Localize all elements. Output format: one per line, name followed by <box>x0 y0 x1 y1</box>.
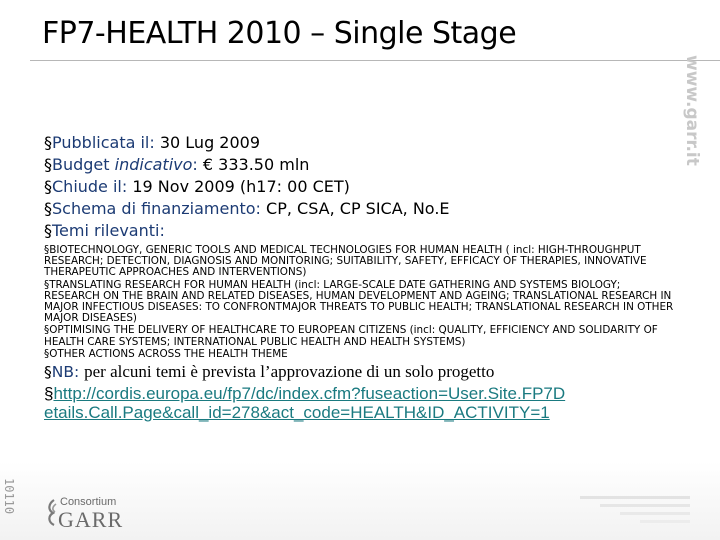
bullet-closes: §Chiude il: 19 Nov 2009 (h17: 00 CET) <box>44 177 350 196</box>
theme-item-text: OPTIMISING THE DELIVERY OF HEALTHCARE TO EUROPEAN CITIZENS (incl: QUALITY, EFFICIENCY AND SOLIDARITY OF HEALTH CARE SYSTEMS; INTERNATIONAL PUBLIC HEALTH AND HEALTH SYSTEMS) <box>44 324 658 348</box>
bullet-topics-label: Temi rilevanti: <box>52 221 165 240</box>
theme-item: §OTHER ACTIONS ACROSS THE HEALTH THEME <box>44 347 288 360</box>
slide-body <box>44 132 674 422</box>
bullet-published-label: Pubblicata il: <box>52 133 160 152</box>
bullet-budget: §Budget indicativo: € 333.50 mln <box>44 155 310 174</box>
faded-decoration <box>560 492 700 535</box>
theme-item-text: OTHER ACTIONS ACROSS THE HEALTH THEME <box>49 347 288 360</box>
side-url <box>680 55 704 166</box>
call-link-url-line1[interactable]: http://cordis.europa.eu/fp7/dc/index.cfm?fuseaction=User.Site.FP7D <box>53 384 566 404</box>
bullet-closes-value: 19 Nov 2009 (h17: 00 CET) <box>132 177 350 196</box>
bullet-funding-scheme: §Schema di finanziamento: CP, CSA, CP SICA, No.E <box>44 199 450 218</box>
bullet-budget-sep: : <box>192 155 203 174</box>
logo-garr-text: GARR <box>58 507 124 532</box>
note-bullet: §NB: per alcuni temi è prevista l’approvazione di un solo progetto <box>44 362 495 382</box>
note-text: per alcuni temi è prevista l’approvazione di un solo progetto <box>84 362 495 382</box>
bullet-budget-value: € 333.50 mln <box>202 155 310 174</box>
bullet-funding-label: Schema di finanziamento: <box>52 199 267 218</box>
title-divider <box>30 60 720 61</box>
call-link[interactable]: §http://cordis.europa.eu/fp7/dc/index.cfm?fuseaction=User.Site.FP7D etails.Call.Page&call_id=278&act_code=HEALTH&ID_ACTIVITY=1 <box>44 384 566 423</box>
theme-item-text: BIOTECHNOLOGY, GENERIC TOOLS AND MEDICAL TECHNOLOGIES FOR HUMAN HEALTH ( incl: HIGH-THROUGHPUT RESEARCH; DETECTION, DIAGNOSIS AND MONITORING; SUITABILITY, SAFETY, EFFICACY OF THERAPIES, INNOVATIVE THERAPEUTIC APPROACHES AND INTERVENTIONS) <box>44 244 647 279</box>
garr-logo-icon <box>44 498 58 526</box>
call-link-url-line2[interactable]: etails.Call.Page&call_id=278&act_code=HEALTH&ID_ACTIVITY=1 <box>44 403 550 423</box>
bullet-published-value: 30 Lug 2009 <box>159 133 261 152</box>
side-url-text: www.garr.it <box>682 55 702 166</box>
bullet-budget-italic: indicativo <box>114 155 193 174</box>
slide-title: FP7-HEALTH 2010 – Single Stage <box>42 16 517 51</box>
note-label: NB: <box>51 363 85 382</box>
logo-consortium-text: Consortium <box>60 496 117 508</box>
garr-logo <box>20 496 140 536</box>
faded-texture-icon <box>560 492 700 532</box>
theme-item: §TRANSLATING RESEARCH FOR HUMAN HEALTH (incl: LARGE-SCALE DATE GATHERING AND SYSTEMS BIOLOGY; RESEARCH ON THE BRAIN AND RELATED DISEASES, HUMAN DEVELOPMENT AND AGEING; TRANSLATIONAL RESEARCH IN MAJOR INFECTIOUS DISEASES: TO CONFRONTMAJOR THREATS TO PUBLIC HEALTH; TRANSLATIONAL RESEARCH IN OTHER MAJOR DISEASES) <box>44 278 674 325</box>
bullet-closes-label: Chiude il: <box>52 177 133 196</box>
bullet-published: §Pubblicata il: 30 Lug 2009 <box>44 133 261 152</box>
binary-text: 10110 <box>2 478 16 515</box>
bullet-funding-value: CP, CSA, CP SICA, No.E <box>266 199 450 218</box>
bullet-budget-label: Budget <box>52 155 115 174</box>
theme-item-text: TRANSLATING RESEARCH FOR HUMAN HEALTH (incl: LARGE-SCALE DATE GATHERING AND SYSTEMS BIOLOGY; RESEARCH ON THE BRAIN AND RELATED DISEASES, HUMAN DEVELOPMENT AND AGEING; TRANSLATIONAL RESEARCH IN MAJOR INFECTIOUS DISEASES: TO CONFRONTMAJOR THREATS TO PUBLIC HEALTH; TRANSLATIONAL RESEARCH IN OTHER MAJOR DISEASES) <box>44 278 674 325</box>
theme-item: §BIOTECHNOLOGY, GENERIC TOOLS AND MEDICAL TECHNOLOGIES FOR HUMAN HEALTH ( incl: HIGH-THROUGHPUT RESEARCH; DETECTION, DIAGNOSIS AND MONITORING; SUITABILITY, SAFETY, EFFICACY OF THERAPIES, INNOVATIVE THERAPEUTIC APPROACHES AND INTERVENTIONS) <box>44 244 647 279</box>
theme-item: §OPTIMISING THE DELIVERY OF HEALTHCARE TO EUROPEAN CITIZENS (incl: QUALITY, EFFICIENCY AND SOLIDARITY OF HEALTH CARE SYSTEMS; INTERNATIONAL PUBLIC HEALTH AND HEALTH SYSTEMS) <box>44 324 658 348</box>
binary-decoration <box>0 478 20 540</box>
bullet-topics: §Temi rilevanti: <box>44 221 165 240</box>
